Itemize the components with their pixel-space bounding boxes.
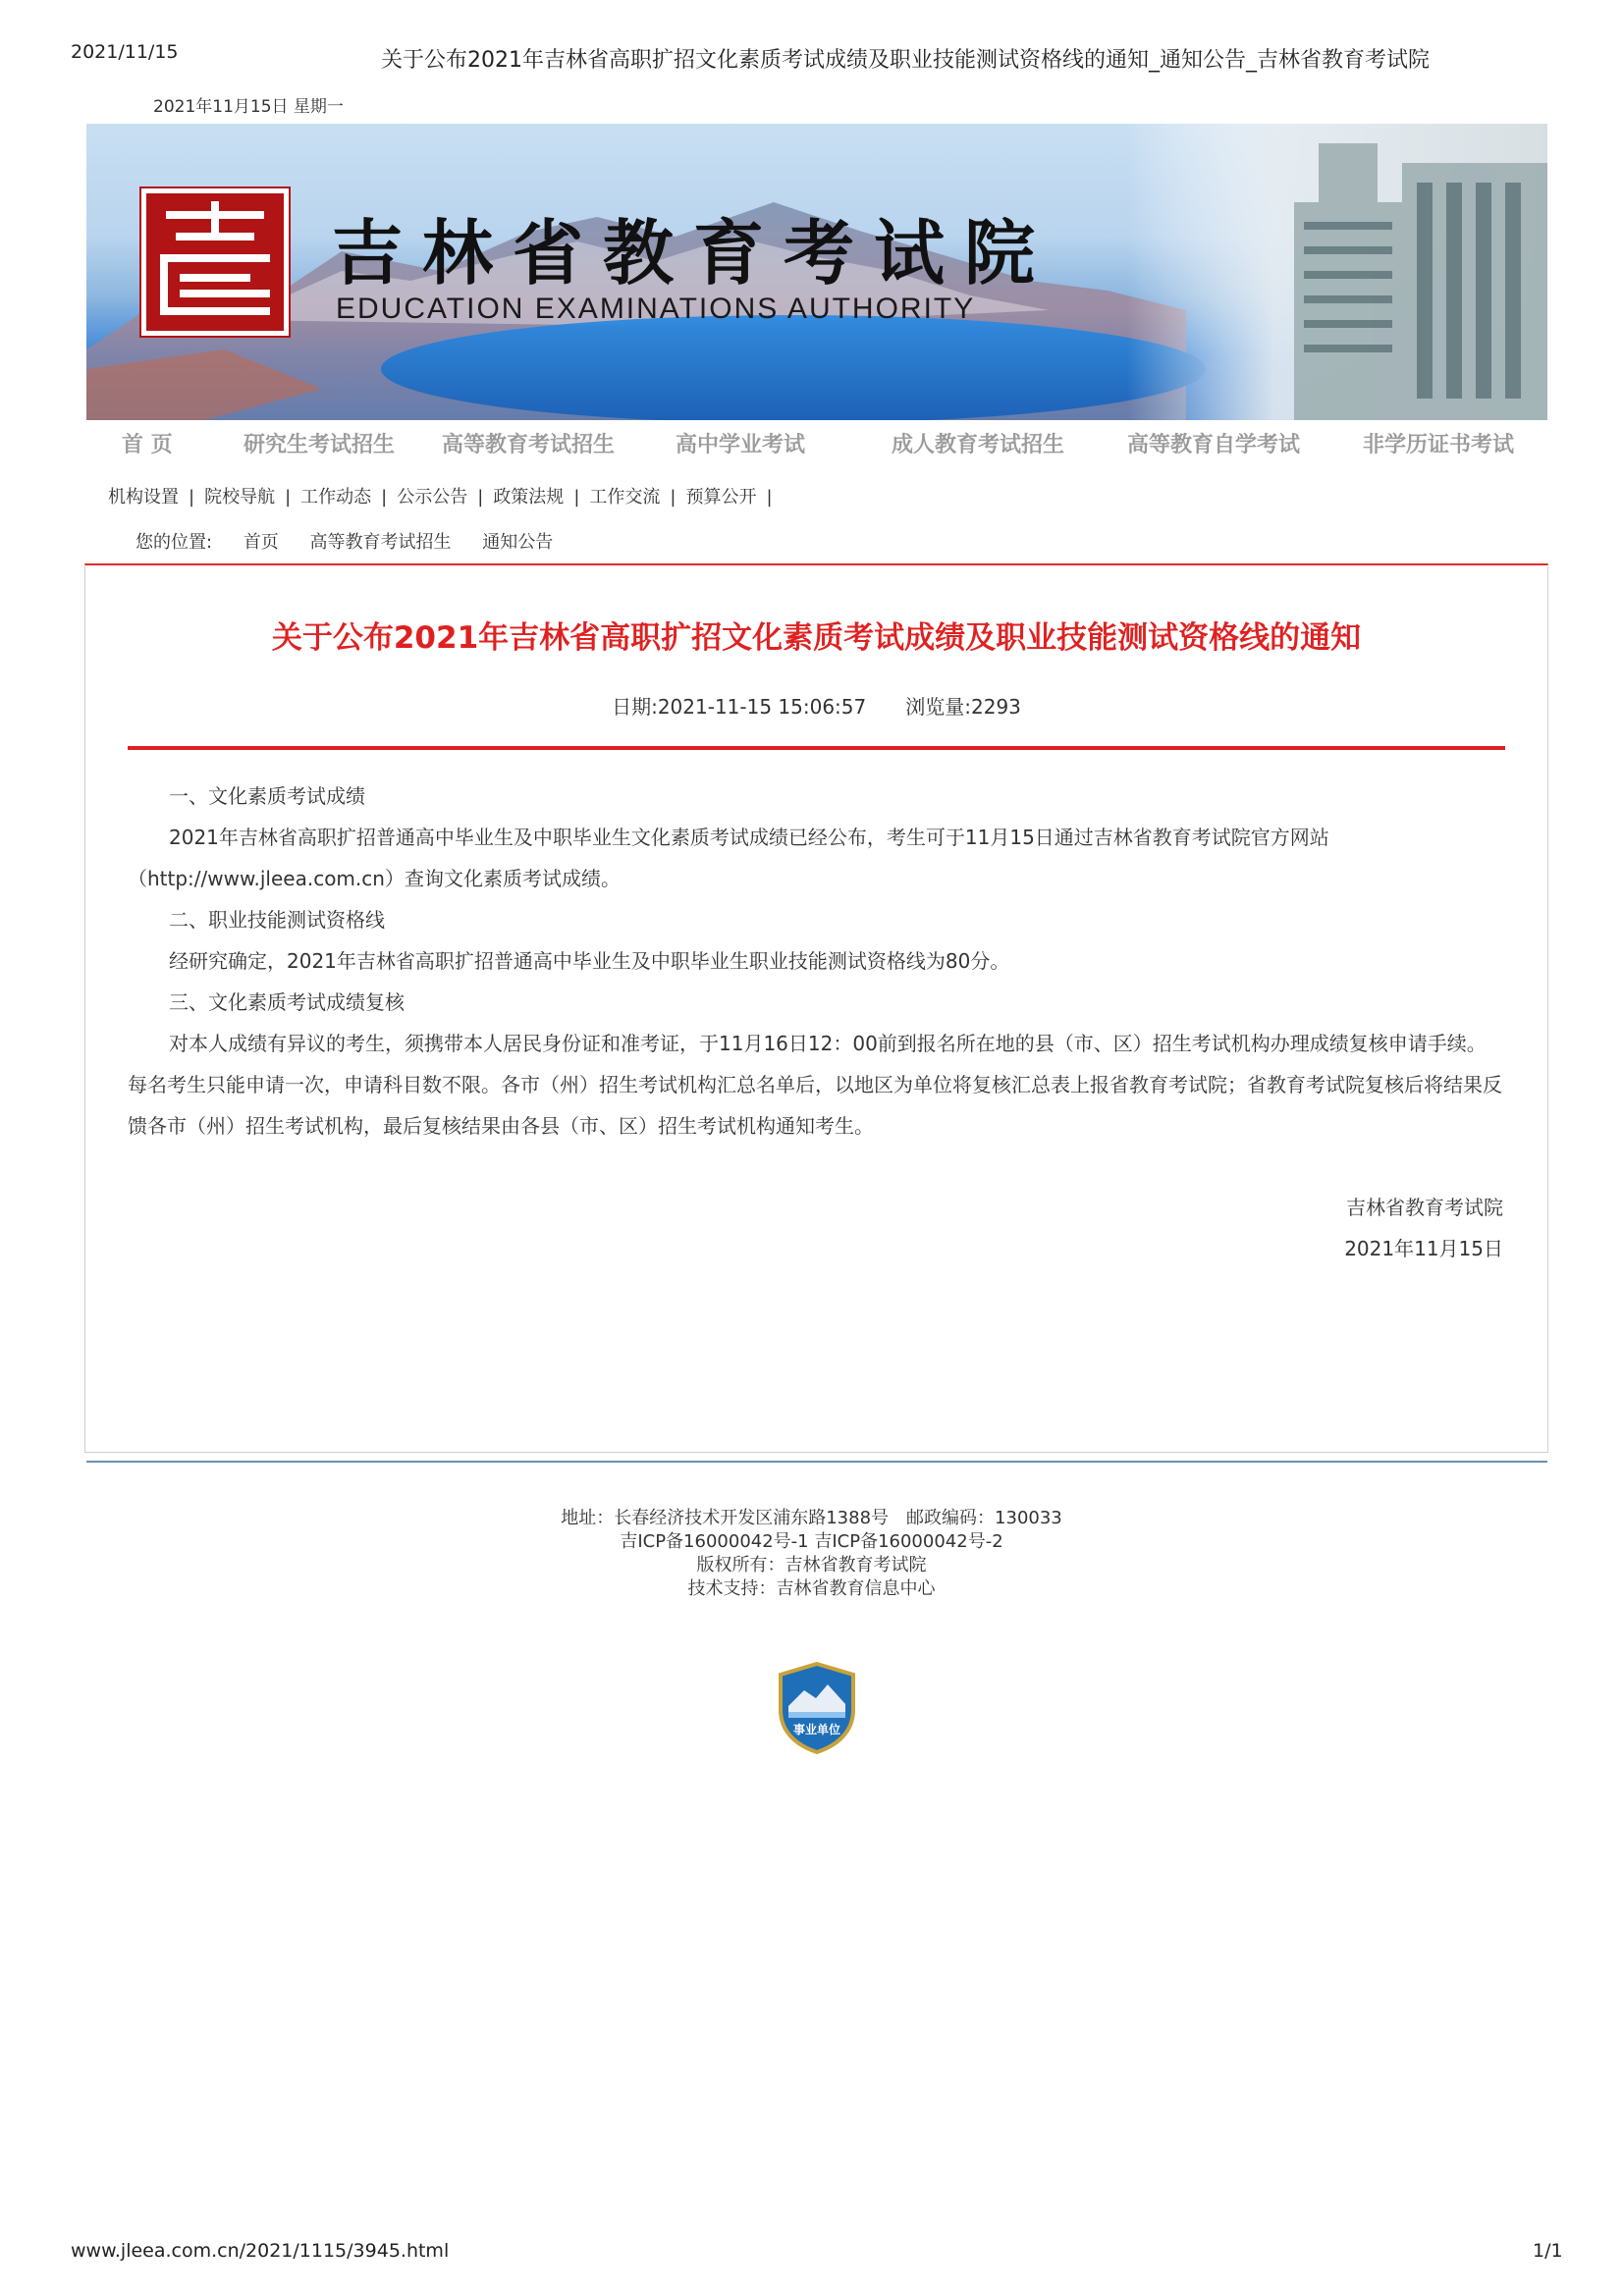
print-url: www.jleea.com.cn/2021/1115/3945.html [71,2240,450,2262]
view-count: 2293 [971,695,1021,719]
footer-copyright: 版权所有：吉林省教育考试院 [696,1555,927,1575]
badge-label: 事业单位 [792,1723,841,1736]
footer-address: 地址：长春经济技术开发区浦东路1388号 邮政编码：130033 [561,1508,1062,1528]
breadcrumb-label: 您的位置: [135,532,213,553]
section-heading: 一、文化素质考试成绩 [169,784,365,808]
subnav-work-exchange[interactable]: 工作交流 [589,487,661,507]
article-meta [84,691,1548,720]
section-heading: 二、职业技能测试资格线 [169,908,385,932]
print-page-number: 1/1 [1533,2240,1563,2262]
public-institution-badge[interactable] [777,1661,857,1755]
banner-title-cn: 吉林省教育考试院 [332,211,1055,294]
paragraph: 2021年吉林省高职扩招普通高中毕业生及中职毕业生文化素质考试成绩已经公布，考生可于11月15日通过吉林省教育考试院官方网站（http://www.jleea.com.cn）查询文化素质考试成绩。 [128,826,1329,890]
subnav-organization[interactable]: 机构设置 [108,487,179,507]
signature-organization: 吉林省教育考试院 [1346,1196,1503,1219]
breadcrumb [135,528,578,554]
site-date: 2021年11月15日 星期一 [153,97,344,117]
breadcrumb-home[interactable]: 首页 [243,532,279,553]
footer-support: 技术支持：吉林省教育信息中心 [687,1578,936,1599]
title-divider [128,746,1505,750]
nav-adult-edu-exam[interactable]: 成人教育考试招生 [892,433,1065,457]
footer-divider [86,1461,1547,1463]
breadcrumb-notices[interactable]: 通知公告 [482,532,554,553]
section-heading: 三、文化素质考试成绩复核 [169,990,405,1014]
nav-home[interactable]: 首 页 [122,433,173,457]
date-label: 日期: [612,695,658,719]
footer-icp[interactable]: 吉ICP备16000042号-1 吉ICP备16000042号-2 [620,1531,1003,1552]
shield-icon [777,1661,857,1755]
site-logo [141,188,289,336]
views-label: 浏览量: [905,695,971,719]
nav-higher-edu-exam[interactable]: 高等教育考试招生 [442,433,616,457]
sub-nav: 机构设置 | 院校导航 | 工作动态 | 公示公告 | 政策法规 | 工作交流 | 预算公开 | [108,487,773,507]
nav-graduate-exam[interactable]: 研究生考试招生 [243,433,396,457]
subnav-school-guide[interactable]: 院校导航 [204,487,276,507]
signature-date: 2021年11月15日 [1344,1237,1503,1260]
print-page-title: 关于公布2021年吉林省高职扩招文化素质考试成绩及职业技能测试资格线的通知_通知公告_吉林省教育考试院 [381,48,1430,73]
subnav-budget[interactable]: 预算公开 [685,487,757,507]
article-title: 关于公布2021年吉林省高职扩招文化素质考试成绩及职业技能测试资格线的通知 [271,620,1362,656]
nav-certificate-exam[interactable]: 非学历证书考试 [1363,433,1515,457]
subnav-work-news[interactable]: 工作动态 [300,487,372,507]
banner-title-en: EDUCATION EXAMINATIONS AUTHORITY [336,293,976,325]
nav-self-study-exam[interactable]: 高等教育自学考试 [1127,433,1301,457]
print-date: 2021/11/15 [71,41,179,63]
subnav-policies[interactable]: 政策法规 [493,487,565,507]
main-nav [86,428,1547,467]
article-date: 2021-11-15 15:06:57 [657,695,867,719]
subnav-announcements[interactable]: 公示公告 [397,487,468,507]
nav-high-school-exam[interactable]: 高中学业考试 [676,433,806,457]
breadcrumb-higher-edu[interactable]: 高等教育考试招生 [309,532,452,553]
site-banner[interactable] [86,124,1547,420]
paragraph: 经研究确定，2021年吉林省高职扩招普通高中毕业生及中职毕业生职业技能测试资格线为80分。 [169,949,1010,973]
paragraph: 对本人成绩有异议的考生，须携带本人居民身份证和准考证，于11月16日12：00前到报名所在地的县（市、区）招生考试机构办理成绩复核申请手续。每名考生只能申请一次，申请科目数不限。各市（州）招生考试机构汇总名单后，以地区为单位将复核汇总表上报省教育考试院；省教育考试院复核后将结果反馈各市（州）招生考试机构，最后复核结果由各县（市、区）招生考试机构通知考生。 [128,1032,1502,1138]
